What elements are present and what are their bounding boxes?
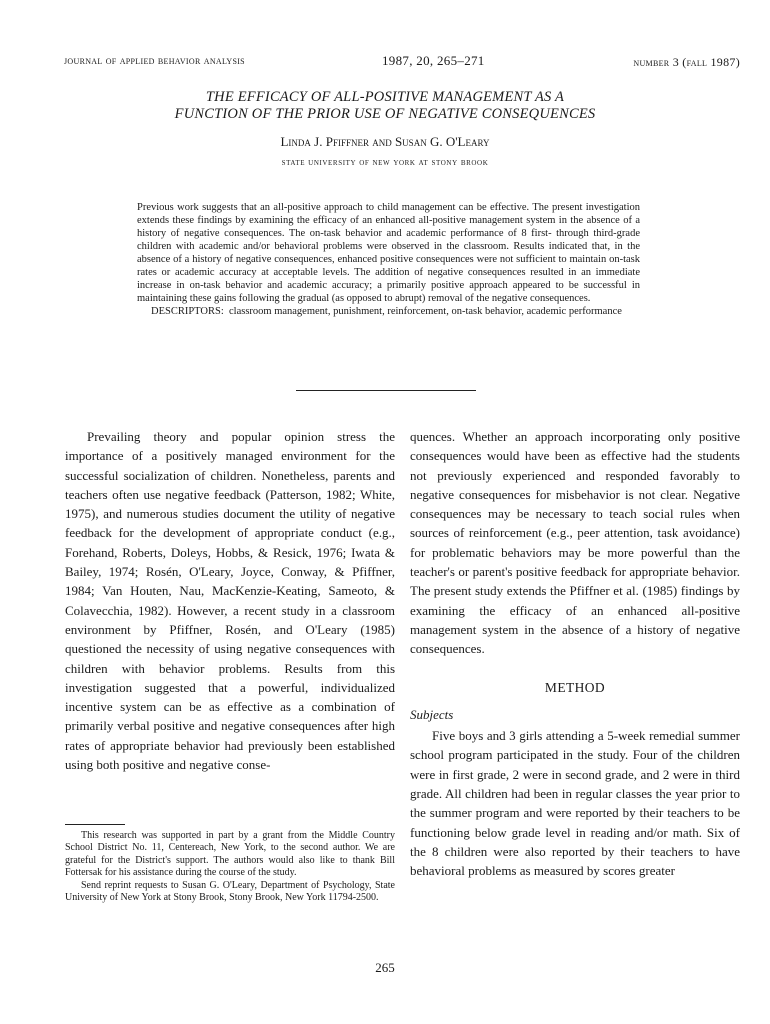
title-line-1: THE EFFICACY OF ALL-POSITIVE MANAGEMENT AS A	[205, 89, 565, 105]
abstract	[137, 201, 640, 318]
descriptors	[137, 305, 640, 318]
section-divider	[296, 390, 476, 391]
running-head	[64, 53, 740, 71]
subjects-paragraph: Five boys and 3 girls attending a 5-week remedial summer school program participated in the study. Four of the children were in first grade, 2 were in second grade, and 2 were in third grade. All children had been in regular classes the year prior to the summer program and were reported by their teachers to be functioning below grade level in reading and/or math. Six of the 8 children were also reported by their teachers to have behavioral problems as measured by scores greater	[410, 728, 740, 879]
article-title	[80, 89, 690, 123]
citation: 1987, 20, 265–271	[382, 53, 485, 68]
abstract-text: Previous work suggests that an all-positive approach to child management can be effective. The present investigation extends these findings by examining the efficacy of an enhanced all-positive management system in the absence of a history of negative consequences. The on-task behavior and academic performance of 8 first- through third-grade children with academic and/or behavioral problems were observed in the classroom. Results indicated that, in the absence of a history of negative consequences, enhanced positive consequences were not sufficient to maintain on-task rates or academic accuracy at acceptable levels. The addition of negative consequences resulted in an immediate increase in on-task behavior and academic accuracy; a primarily positive approach appeared to be successful in maintaining these gains following the gradual (as opposed to abrupt) removal of the negative consequences.	[137, 202, 640, 304]
journal-name: journal of applied behavior analysis	[64, 55, 245, 67]
method-heading: METHOD	[544, 679, 606, 695]
issue-info: number 3 (fall 1987)	[633, 55, 740, 69]
subjects-heading: Subjects	[410, 706, 454, 722]
footnote-support: This research was supported in part by a grant from the Middle Country School District No. 11, Centereach, New York, to the second author. We are grateful for the District's support. The authors would also like to thank Bill Fottersak for his assistance during the course of the study.	[65, 830, 395, 879]
title-line-2: FUNCTION OF THE PRIOR USE OF NEGATIVE CONSEQUENCES	[174, 106, 596, 122]
descriptors-list: classroom management, punishment, reinforcement, on-task behavior, academic performance	[229, 306, 622, 317]
intro-continuation: quences. Whether an approach incorporating only positive consequences would have been as effective had the students not previously experienced and responded favorably to negative consequences for misbehavior is not clear. Negative consequences may be necessary to teach social rules when sources of reinforcement (e.g., peer attention, task avoidance) for problematic behaviors may be more powerful than the teacher's or parent's positive feedback for appropriate behavior. The present study extends the Pfiffner et al. (1985) findings by examining the efficacy of an enhanced all-positive management system in the absence of a history of negative consequences.	[410, 429, 740, 657]
footnote-rule	[65, 824, 125, 825]
body-left-column	[65, 427, 395, 774]
body-right-column	[410, 427, 740, 881]
footnote	[65, 830, 395, 904]
intro-paragraph: Prevailing theory and popular opinion stress the importance of a positively managed environment for the successful socialization of children. Nonetheless, parents and teachers often use negative feedback (Patterson, 1982; White, 1975), and numerous studies document the utility of negative feedback for the development of appropriate conduct (e.g., Forehand, Roberts, Doleys, Hobbs, & Resick, 1976; Iwata & Bailey, 1974; Rosén, O'Leary, Joyce, Conway, & Pfiffner, 1984; Van Houten, Nau, MacKenzie-Keating, Sameoto, & Colavecchia, 1982). However, a recent study in a classroom environment by Pfiffner, Rosén, and O'Leary (1985) questioned the necessity of using negative consequences with children with behavior problems. Results from this investigation suggested that a powerful, individualized incentive system can be as effective as a combination of primarily verbal positive and negative consequences after high rates of appropriate behavior had previously been established using both positive and negative conse-	[65, 429, 395, 773]
affiliation: state university of new york at stony brook	[281, 157, 489, 168]
descriptors-label: DESCRIPTORS:	[151, 306, 224, 317]
footnote-reprints: Send reprint requests to Susan G. O'Leary, Department of Psychology, State University of New York at Stony Brook, Stony Brook, New York 11794-2500.	[65, 879, 395, 904]
authors: Linda J. Pfiffner and Susan G. O'Leary	[280, 134, 490, 149]
page-number: 265	[375, 960, 395, 975]
